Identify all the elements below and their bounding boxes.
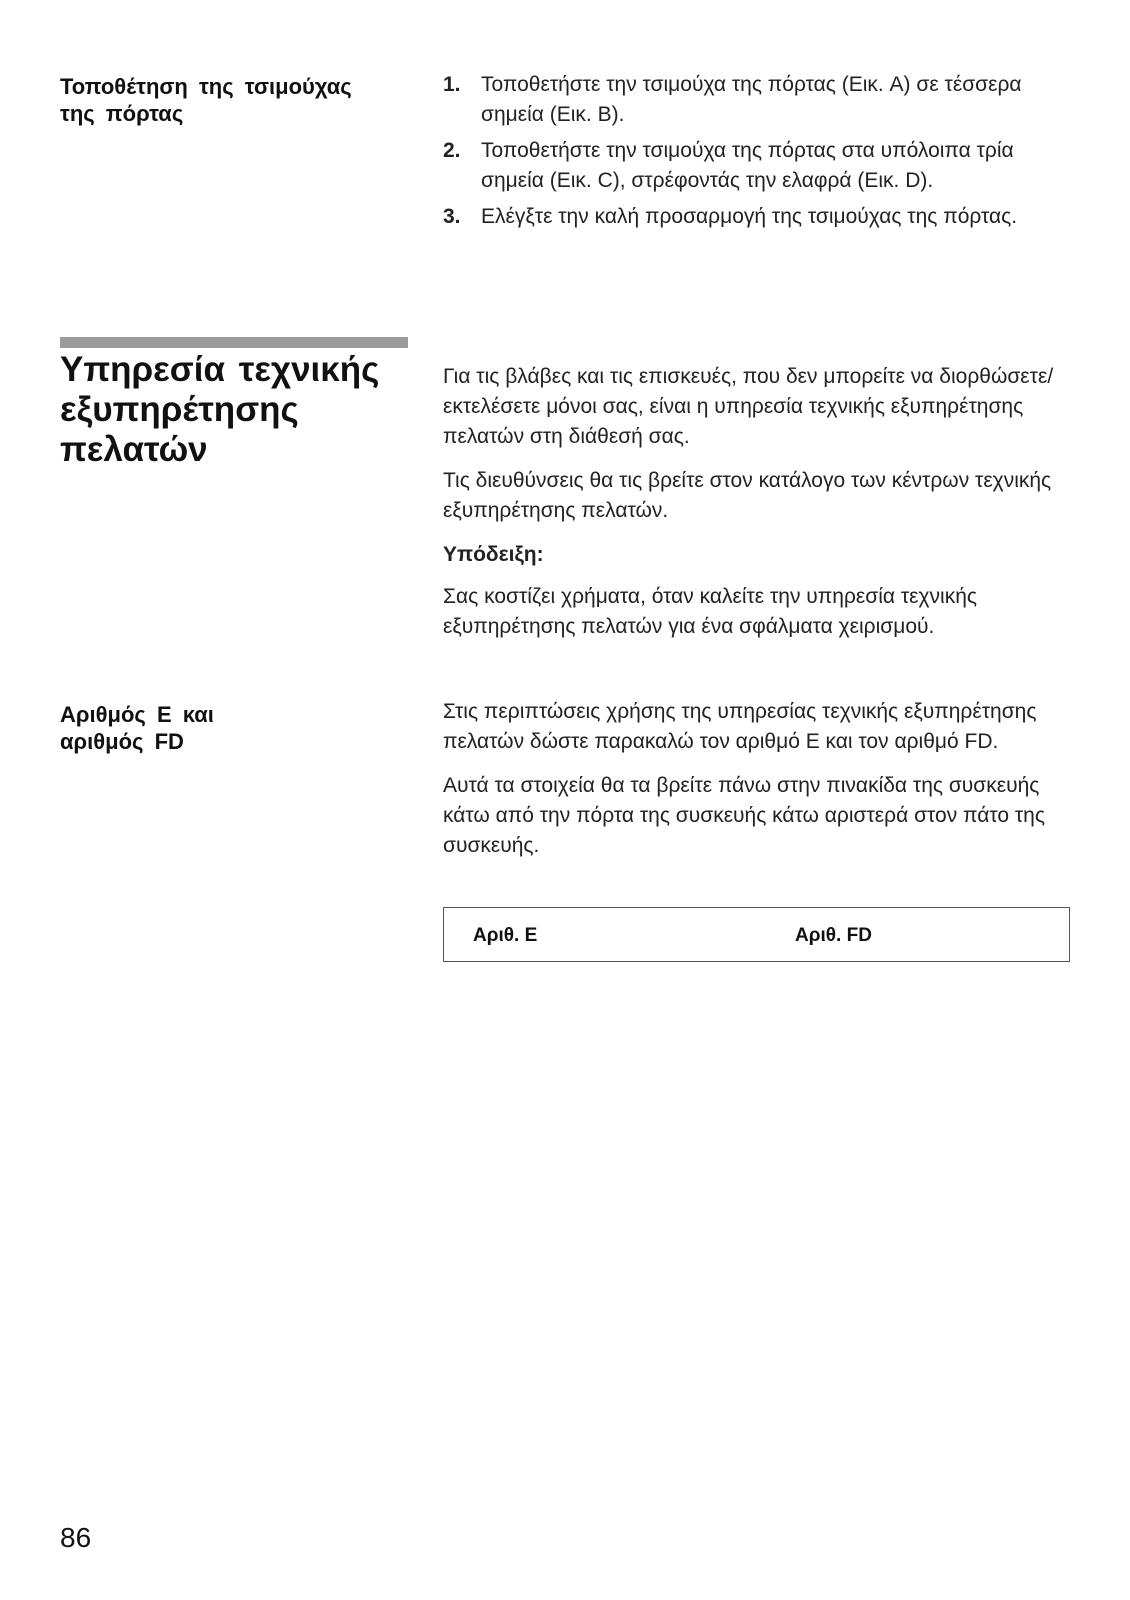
section-divider: [60, 337, 408, 348]
step-text: Τοποθετήστε την τσιμούχα της πόρτας στα υπόλοιπα τρία σημεία (Εικ. C), στρέφοντάς την ελαφρά (Εικ. D).: [481, 139, 1014, 192]
section-heading-e-fd-number: [60, 701, 214, 755]
list-item: [443, 70, 1073, 130]
note-text: Σας κοστίζει χρήματα, όταν καλείτε την υπηρεσία τεχνικής εξυπηρέτησης πελατών για ένα σφάλματα χειρισμού.: [443, 585, 978, 638]
customer-service-text: [443, 362, 1073, 656]
list-item: [443, 202, 1073, 232]
note-label: Υπόδειξη:: [443, 543, 544, 566]
door-seal-steps: [443, 70, 1073, 238]
step-number: 1.: [443, 73, 461, 96]
paragraph: Στις περιπτώσεις χρήσης της υπηρεσίας τεχνικής εξυπηρέτησης πελατών δώστε παρακαλώ τον αριθμό E και τον αριθμό FD.: [443, 700, 1037, 753]
e-fd-text: [443, 697, 1073, 875]
step-number: 2.: [443, 139, 461, 162]
page-title: Υπηρεσία τεχνικής εξυπηρέτησης πελατών: [60, 350, 380, 469]
fd-number-label: Αριθ. FD: [795, 925, 872, 946]
paragraph: Αυτά τα στοιχεία θα τα βρείτε πάνω στην πινακίδα της συσκευής κάτω από την πόρτα της συσκευής κάτω αριστερά στον πάτο της συσκευής.: [443, 774, 1045, 857]
section-heading-door-seal: Τοποθέτηση της τσιμούχας της πόρτας: [60, 74, 352, 126]
page-number: 86: [60, 1522, 92, 1553]
paragraph: Για τις βλάβες και τις επισκευές, που δεν μπορείτε να διορθώσετε/εκτελέσετε μόνοι σας, είναι η υπηρεσία τεχνικής εξυπηρέτησης πελατών στη διάθεσή σας.: [443, 365, 1054, 448]
list-item: [443, 136, 1073, 196]
step-number: 3.: [443, 205, 461, 228]
e-fd-number-table: [443, 907, 1070, 962]
heading-line: Αριθμός E και: [60, 702, 214, 727]
e-number-label: Αριθ. E: [473, 925, 538, 946]
step-text: Τοποθετήστε την τσιμούχα της πόρτας (Εικ. A) σε τέσσερα σημεία (Εικ. B).: [481, 73, 1022, 126]
step-text: Ελέγξτε την καλή προσαρμογή της τσιμούχας της πόρτας.: [481, 205, 1018, 228]
heading-line: αριθμός FD: [60, 729, 184, 754]
paragraph: Τις διευθύνσεις θα τις βρείτε στον κατάλογο των κέντρων τεχνικής εξυπηρέτησης πελατών.: [443, 469, 1052, 522]
